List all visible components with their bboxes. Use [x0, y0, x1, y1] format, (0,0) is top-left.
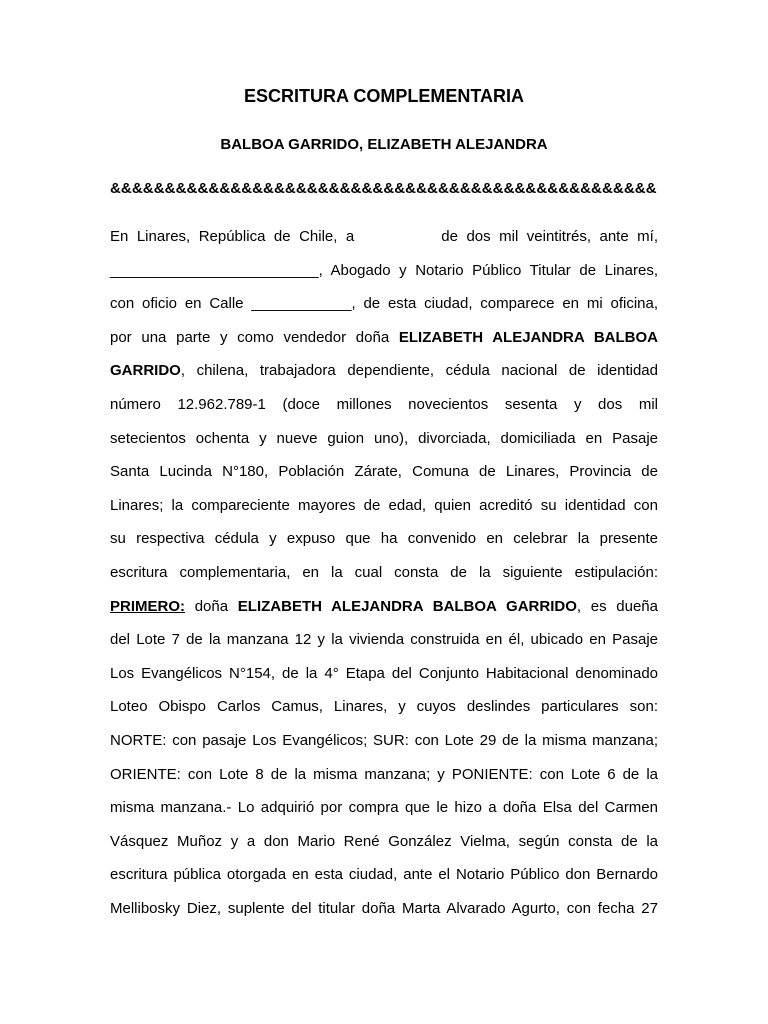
date-blank [363, 240, 433, 241]
line-text: , es dueña [576, 597, 658, 615]
line-text: En Linares, República de Chile, a [110, 228, 355, 245]
notary-name-blank: _________________________ [110, 261, 319, 279]
deed-line [110, 724, 658, 758]
deed-body [110, 220, 658, 925]
line-text: su respectiva cédula y expuso que ha convenido en celebrar la presente [110, 530, 658, 548]
line-text: ORIENTE: con Lote 8 de la misma manzana; y PONIENTE: con Lote 6 de la [110, 765, 658, 783]
deed-line [110, 388, 658, 422]
line-text: NORTE: con pasaje Los Evangélicos; SUR: con Lote 29 de la misma manzana; [110, 731, 658, 749]
deed-line [110, 858, 658, 892]
line-text: , de esta ciudad, comparece en mi oficina, [351, 295, 658, 313]
deed-line [110, 422, 658, 456]
deed-line [110, 455, 658, 489]
line-text: por una parte y como vendedor doña [110, 328, 390, 346]
deed-line [110, 220, 658, 254]
seller-name: ELIZABETH ALEJANDRA BALBOA GARRIDO [237, 597, 577, 615]
street-blank: ____________ [251, 295, 352, 313]
line-text: setecientos ochenta y nueve guion uno), divorciada, domiciliada en Pasaje [110, 429, 658, 447]
deed-line [110, 758, 658, 792]
clause-heading: PRIMERO: [110, 597, 185, 615]
deed-line [110, 321, 658, 355]
line-text: de dos mil veintitrés, ante mí, [441, 228, 658, 245]
deed-line [110, 690, 658, 724]
seller-name: ELIZABETH ALEJANDRA BALBOA [398, 328, 658, 346]
line-text: doña [194, 597, 229, 615]
line-text: Loteo Obispo Carlos Camus, Linares, y cuyos deslindes particulares son: [110, 698, 658, 716]
deed-line [110, 623, 658, 657]
deed-line [110, 657, 658, 691]
deed-line [110, 489, 658, 523]
deed-line [110, 556, 658, 590]
deed-line [110, 791, 658, 825]
line-text: misma manzana.- Lo adquirió por compra que le hizo a doña Elsa del Carmen [110, 799, 658, 817]
line-text: , chilena, trabajadora dependiente, cédula nacional de identidad [180, 362, 658, 380]
line-text: Santa Lucinda N°180, Población Zárate, Comuna de Linares, Provincia de [110, 463, 658, 481]
line-text: escritura pública otorgada en esta ciudad, ante el Notario Público don Bernardo [110, 866, 658, 884]
line-text: , Abogado y Notario Público Titular de Linares, [318, 261, 658, 279]
deed-line [110, 825, 658, 859]
deed-line [110, 354, 658, 388]
line-text: con oficio en Calle [110, 295, 244, 313]
seller-name: GARRIDO [110, 362, 181, 380]
deed-line [110, 287, 658, 321]
line-text: Mellibosky Diez, suplente del titular doña Marta Alvarado Agurto, con fecha 27 [110, 899, 658, 917]
line-text: Vásquez Muñoz y a don Mario René González Vielma, según consta de la [110, 832, 658, 850]
line-text: del Lote 7 de la manzana 12 y la vivienda construida en él, ubicado en Pasaje [110, 631, 658, 649]
line-text: Los Evangélicos N°154, de la 4° Etapa del Conjunto Habitacional denominado [110, 664, 658, 682]
document-subtitle: BALBOA GARRIDO, ELIZABETH ALEJANDRA [220, 136, 548, 153]
deed-line [110, 254, 658, 288]
line-text: Linares; la compareciente mayores de edad, quien acreditó su identidad con [110, 496, 658, 514]
document-title: ESCRITURA COMPLEMENTARIA [244, 86, 524, 106]
ampersand-separator: &&&&&&&&&&&&&&&&&&&&&&&&&&&&&&&&&&&&&&&&&&&&&&&&&& [110, 180, 657, 197]
line-text: escritura complementaria, en la cual consta de la siguiente estipulación: [110, 563, 658, 581]
deed-line [110, 892, 658, 926]
deed-line [110, 522, 658, 556]
line-text: número 12.962.789-1 (doce millones novecientos sesenta y dos mil [110, 395, 658, 413]
deed-line [110, 590, 658, 624]
